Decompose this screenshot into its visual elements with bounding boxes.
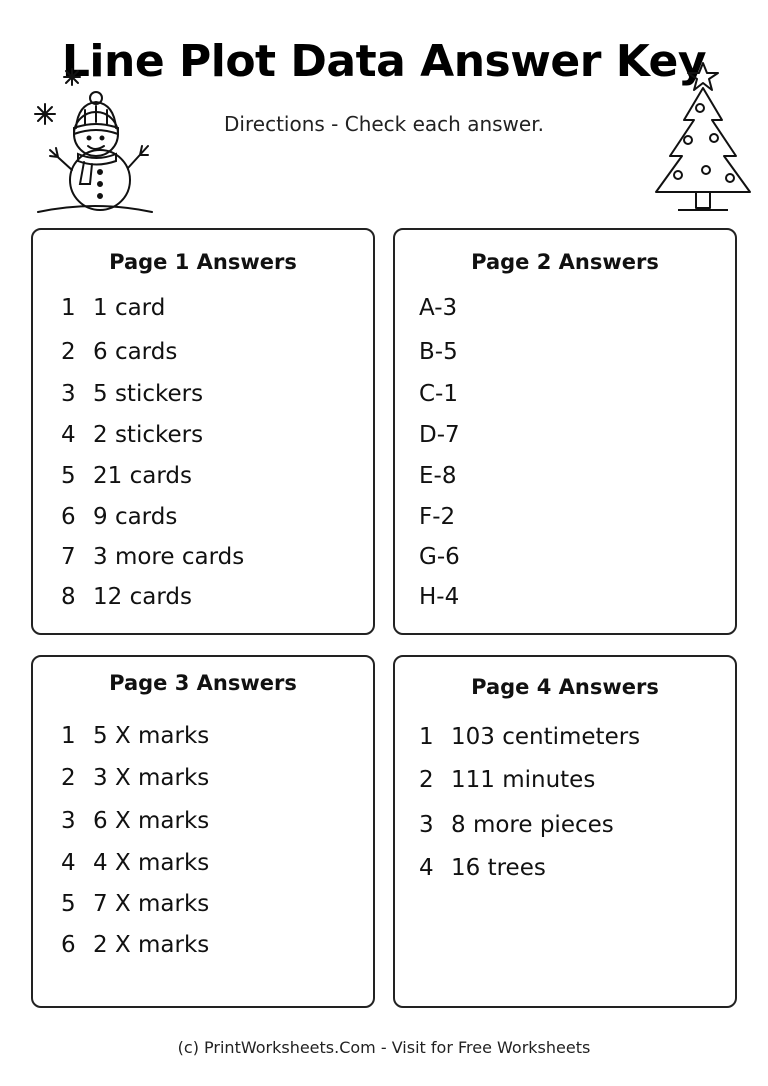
list-item: 2 6 cards [61,339,178,365]
list-item: E-8 [419,463,457,489]
list-item: 2 111 minutes [419,767,596,793]
list-item: 4 2 stickers [61,422,204,448]
page1-heading: Page 1 Answers [109,250,297,274]
list-item: 2 3 X marks [61,765,210,791]
list-item: 3 8 more pieces [419,812,614,838]
page2-answers-box [393,228,737,635]
page1-answers-box [31,228,375,635]
list-item: 1 103 centimeters [419,724,641,750]
list-item: B-5 [419,339,458,365]
list-item: 1 5 X marks [61,723,210,749]
snowman-icon [30,62,160,217]
page4-answers-box [393,655,737,1008]
page3-heading: Page 3 Answers [109,671,297,695]
list-item: 8 12 cards [61,584,192,610]
christmas-tree-icon [648,60,758,215]
footer-credit: (c) PrintWorksheets.Com - Visit for Free Worksheets [177,1038,591,1057]
snowflake-icon [64,69,80,85]
page-title: Line Plot Data Answer Key [61,36,707,87]
directions-text: Directions - Check each answer. [224,112,544,136]
list-item: 4 4 X marks [61,850,210,876]
page2-heading: Page 2 Answers [471,250,659,274]
list-item: 6 9 cards [61,504,178,530]
list-item: 7 3 more cards [61,544,245,570]
list-item: C-1 [419,381,458,407]
page3-answers-box [31,655,375,1008]
list-item: A-3 [419,295,458,321]
list-item: G-6 [419,544,460,570]
page4-heading: Page 4 Answers [471,675,659,699]
list-item: 3 5 stickers [61,381,204,407]
list-item: H-4 [419,584,460,610]
list-item: D-7 [419,422,460,448]
list-item: 6 2 X marks [61,932,210,958]
list-item: F-2 [419,504,456,530]
list-item: 1 1 card [61,295,166,321]
list-item: 5 21 cards [61,463,192,489]
list-item: 5 7 X marks [61,891,210,917]
snowflake-icon [35,104,55,124]
list-item: 3 6 X marks [61,808,210,834]
list-item: 4 16 trees [419,855,546,881]
